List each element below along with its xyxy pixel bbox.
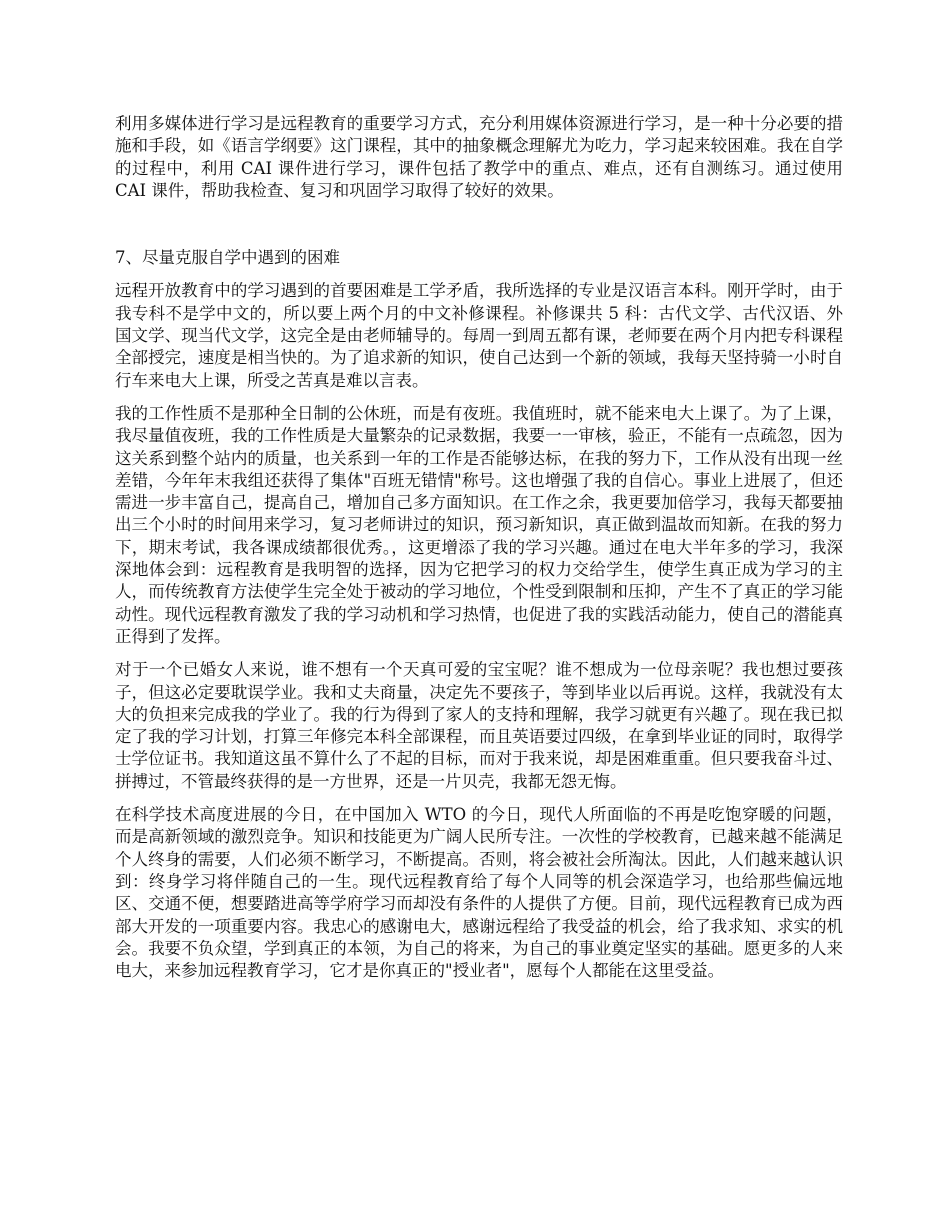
section-heading: 7、尽量克服自学中遇到的困难 — [115, 248, 340, 268]
body-paragraph-1: 远程开放教育中的学习遇到的首要困难是工学矛盾，我所选择的专业是汉语言本科。刚开学时，由于我专科不是学中文的，所以要上两个月的中文补修课程。补修课共 5 科：古代文学、古代汉语、外国文学、现当代文学，这完全是由老师辅导的。每周一到周五都有课，老师要在两个月内把专科课程全部授完，速度是相当快的。为了追求新的知识，使自己达到一个新的领域，我每天坚持骑一小时自行车来电大上课，所受之苦真是难以言表。 — [115, 281, 843, 390]
body-paragraph-3: 对于一个已婚女人来说，谁不想有一个天真可爱的宝宝呢？谁不想成为一位母亲呢？我也想过要孩子，但这必定要耽误学业。我和丈夫商量，决定先不要孩子，等到毕业以后再说。这样，我就没有太大的负担来完成我的学业了。我的行为得到了家人的支持和理解，我学习就更有兴趣了。现在我已拟定了我的学习计划，打算三年修完本科全部课程，而且英语要过四级，在拿到毕业证的同时，取得学士学位证书。我知道这虽不算什么了不起的目标，而对于我来说，却是困难重重。但只要我奋斗过、拼搏过，不管最终获得的是一方世界，还是一片贝壳，我都无怨无悔。 — [115, 660, 843, 791]
document-body — [115, 113, 843, 993]
body-paragraph-4: 在科学技术高度进展的今日，在中国加入 WTO 的今日，现代人所面临的不再是吃饱穿暖的问题，而是高新领域的激烈竞争。知识和技能更为广阔人民所专注。一次性的学校教育，已越来越不能满足个人终身的需要，人们必须不断学习，不断提高。否则，将会被社会所淘汰。因此，人们越来越认识到：终身学习将伴随自己的一生。现代远程教育给了每个人同等的机会深造学习，也给那些偏远地区、交通不便，想要踏进高等学府学习而却没有条件的人提供了方便。目前，现代远程教育已成为西部大开发的一项重要内容。我忠心的感谢电大，感谢远程给了我受益的机会，给了我求知、求实的机会。我要不负众望，学到真正的本领，为自己的将来，为自己的事业奠定坚实的基础。愿更多的人来电大，来参加远程教育学习，它才是你真正的"授业者"，愿每个人都能在这里受益。 — [115, 805, 843, 981]
body-paragraph-2: 我的工作性质不是那种全日制的公休班，而是有夜班。我值班时，就不能来电大上课了。为了上课，我尽量值夜班，我的工作性质是大量繁杂的记录数据，我要一一审核，验正，不能有一点疏忽，因为这关系到整个站内的质量，也关系到一年的工作是否能够达标，在我的努力下，工作从没有出现一丝差错，今年年末我组还获得了集体"百班无错情"称号。这也增强了我的自信心。事业上进展了，但还需进一步丰富自己，提高自己，增加自己多方面知识。在工作之余，我更要加倍学习，我每天都要抽出三个小时的时间用来学习，复习老师讲过的知识，预习新知识，真正做到温故而知新。在我的努力下，期末考试，我各课成绩都很优秀。，这更增添了我的学习兴趣。通过在电大半年多的学习，我深深地体会到：远程教育是我明智的选择，因为它把学习的权力交给学生，使学生真正成为学习的主人，而传统教育方法使学生完全处于被动的学习地位，个性受到限制和压抑，产生不了真正的学习能动性。现代远程教育激发了我的学习动机和学习热情，也促进了我的实践活动能力，使自己的潜能真正得到了发挥。 — [115, 403, 843, 646]
intro-paragraph: 利用多媒体进行学习是远程教育的重要学习方式，充分利用媒体资源进行学习，是一种十分必要的措施和手段，如《语言学纲要》这门课程，其中的抽象概念理解尤为吃力，学习起来较困难。我在自学的过程中，利用 CAI 课件进行学习，课件包括了教学中的重点、难点，还有自测练习。通过使用 CAI 课件，帮助我检查、复习和巩固学习取得了较好的效果。 — [115, 114, 843, 200]
